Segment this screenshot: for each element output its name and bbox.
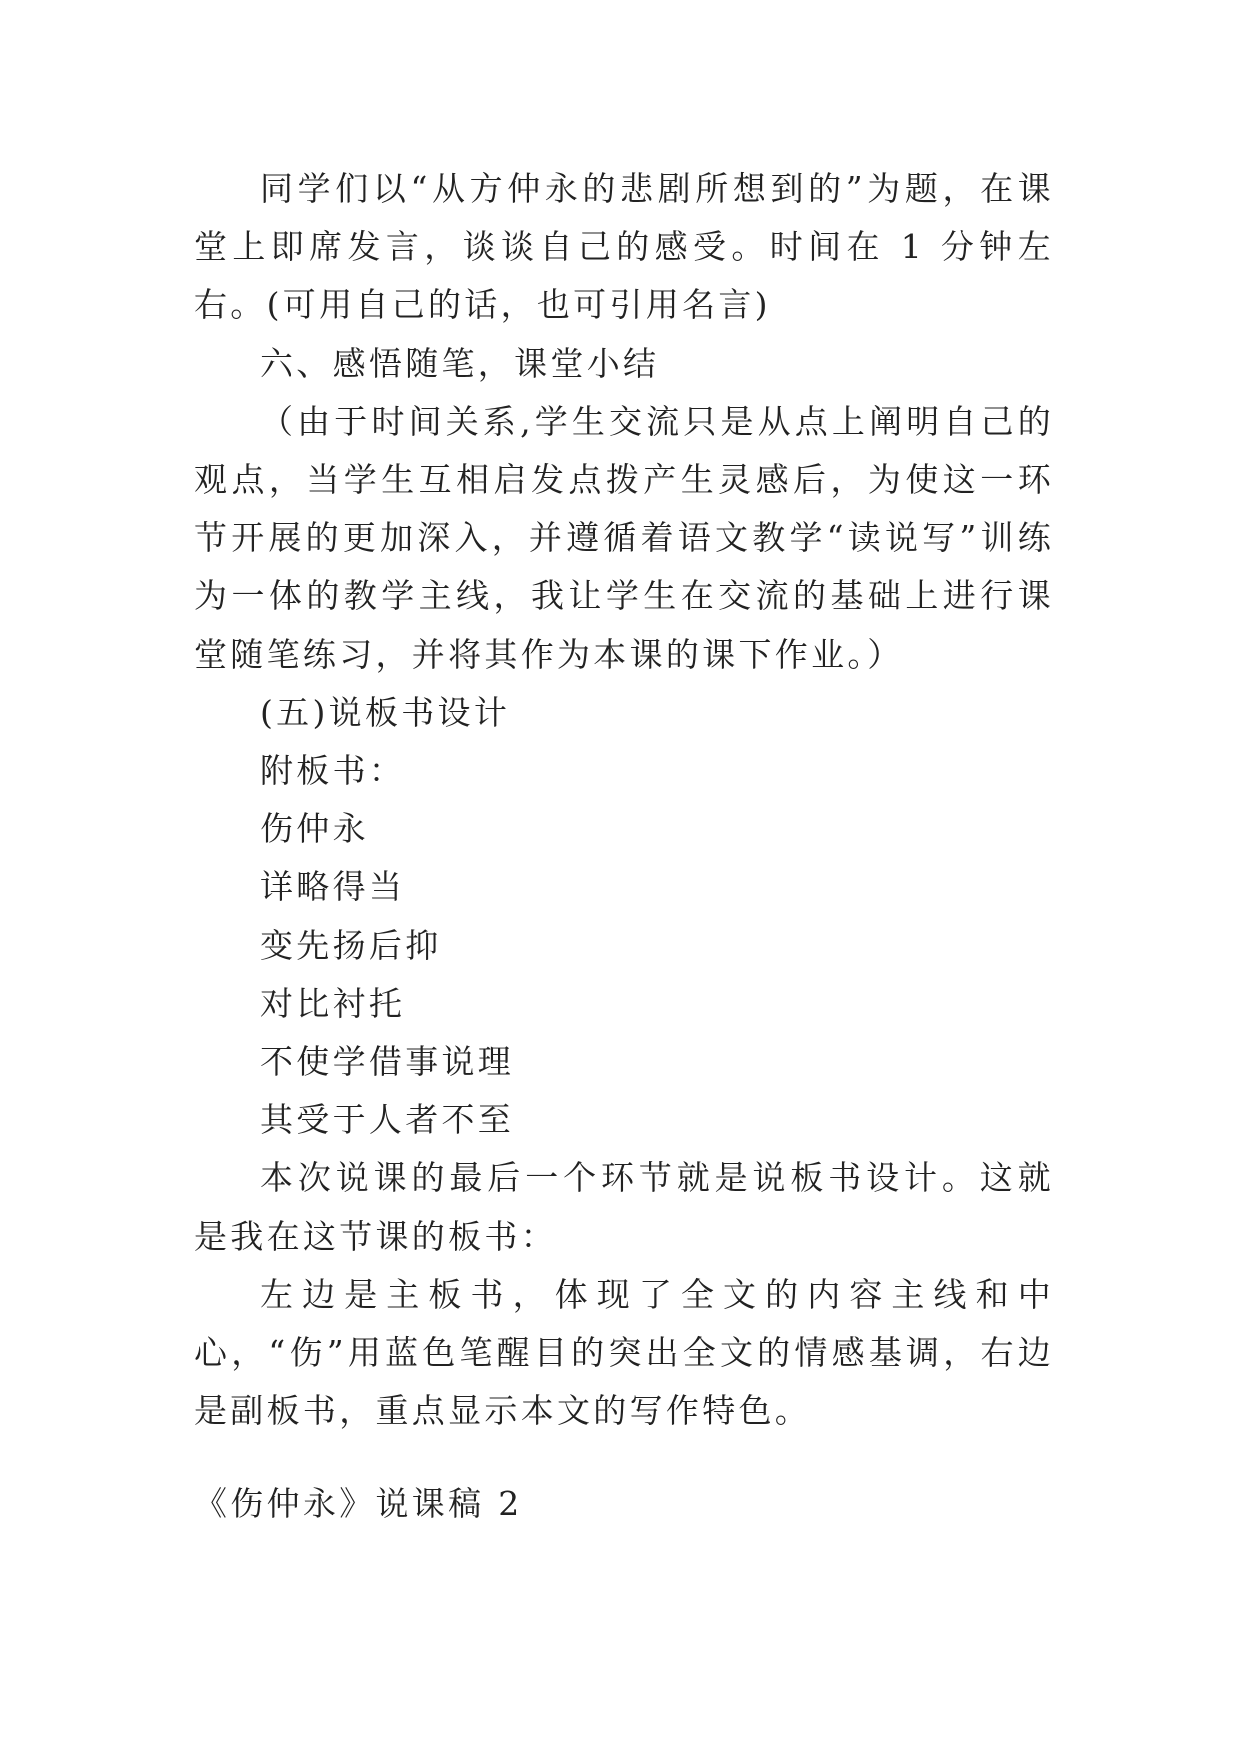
document-body — [194, 160, 1054, 1440]
board-line-1: 详略得当 — [260, 867, 406, 907]
next-document-title: 《伤仲永》说课稿 2 — [194, 1484, 523, 1523]
paragraph-board-explanation: 左边是主板书，体现了全文的内容主线和中心，“伤”用蓝色笔醒目的突出全文的情感基调，右边是副板书，重点显示本文的写作特色。 — [194, 1274, 1054, 1431]
board-line-4: 不使学借事说理 — [260, 1042, 515, 1082]
heading-board-design: (五)说板书设计 — [260, 692, 511, 732]
paragraph-summary-note: （由于时间关系,学生交流只是从点上阐明自己的观点，当学生互相启发点拨产生灵感后，为使这一环节开展的更加深入，并遵循着语文教学“读说写”训练为一体的教学主线，我让学生在交流的基础上进行课堂随笔练习，并将其作为本课的课下作业。） — [194, 401, 1054, 674]
board-line-title: 伤仲永 — [260, 809, 369, 849]
board-line-5: 其受于人者不至 — [260, 1100, 515, 1140]
board-line-2: 变先扬后抑 — [260, 925, 442, 965]
board-label: 附板书： — [260, 751, 406, 791]
board-line-3: 对比衬托 — [260, 983, 406, 1023]
paragraph-board-intro: 本次说课的最后一个环节就是说板书设计。这就是我在这节课的板书： — [194, 1158, 1054, 1256]
heading-summary: 六、感悟随笔，课堂小结 — [260, 343, 660, 383]
paragraph-speech-task: 同学们以“从方仲永的悲剧所想到的”为题，在课堂上即席发言，谈谈自己的感受。时间在 1 分钟左右。(可用自己的话，也可引用名言) — [194, 169, 1054, 325]
